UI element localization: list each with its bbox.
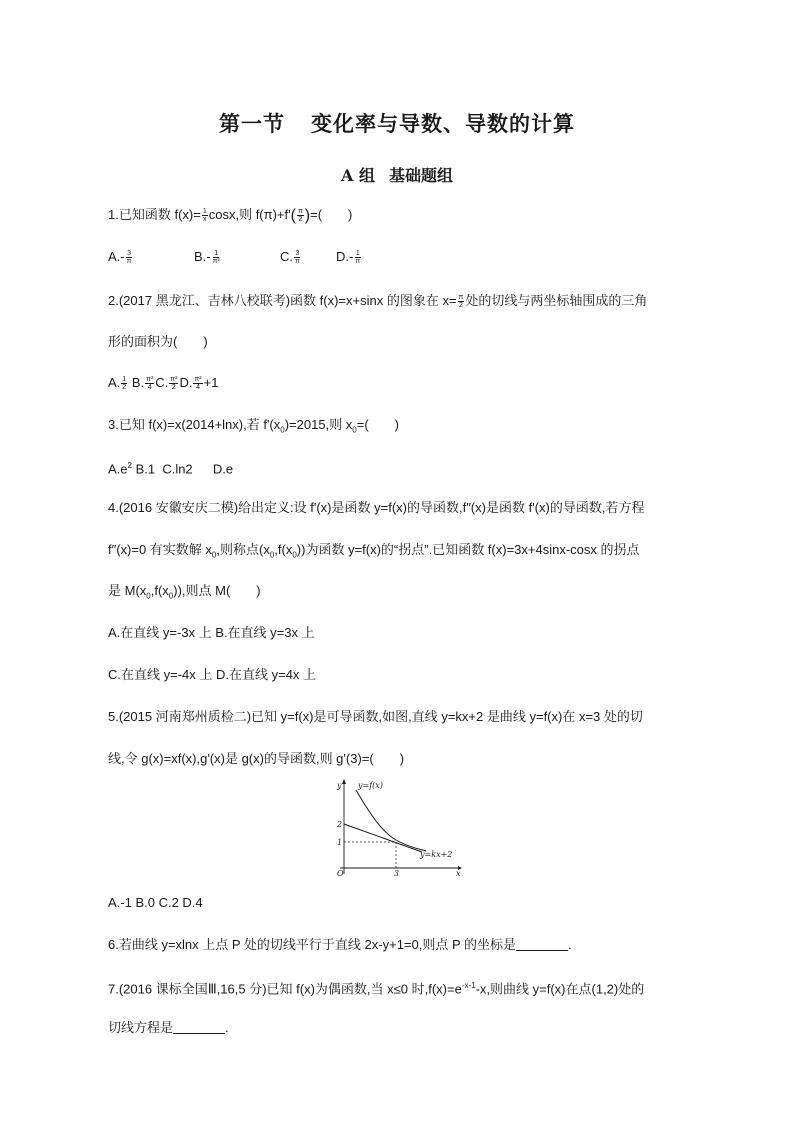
curve-label: y=f(x) (358, 781, 383, 790)
line-label: y=kx+2 (420, 850, 453, 859)
question-4-line-3: 是 $M(x_0,f(x_0))$,则点 M( ) (108, 583, 261, 601)
fraction: $\frac{\pi}{2}$ (297, 208, 303, 224)
fraction: $\frac{1}{x}$ (202, 208, 207, 224)
y-axis-arrow (342, 779, 346, 784)
question-5-line-2: 线,令 g(x)=xf(x),g'(x)是 g(x)的导函数,则 g'(3)=( ) (108, 751, 405, 766)
option-d: D.- $\frac{1}{\pi}$ (336, 249, 361, 266)
question-4-line-2: f″(x)=0 有实数解 $x_0$,则称点$(x_0,f(x_0))$为函数 y=f(x)的“拐点”.已知函数 f(x)=3x+4sinx-cosx 的拐点 (108, 542, 640, 560)
answer-blank[interactable] (173, 1021, 225, 1034)
x-axis-label: x (456, 869, 461, 878)
curve-fx (356, 790, 426, 851)
origin-label: O (337, 869, 344, 878)
page-title: 第一节 变化率与导数、导数的计算 (219, 111, 575, 136)
question-4-options-1: A.在直线 y=-3x 上 B.在直线 y=3x 上 (108, 625, 315, 640)
tick-label-3: 3 (394, 869, 400, 878)
option-b: B.- $\frac{1}{\text{π²}}$ (194, 249, 220, 266)
question-2-options: A. $\frac{1}{2}$ B. $\frac{\text{π²}}{4}$ C. $\frac{\text{π²}}{2}$ D. $\frac{\text{π²}}{4}$ +1 (108, 375, 219, 392)
option-c: C. $\frac{3}{\pi}$ (280, 249, 300, 266)
answer-blank[interactable] (516, 938, 568, 951)
tick-label-1: 1 (337, 838, 343, 847)
question-7-line-2: 切线方程是 . (108, 1020, 229, 1035)
question-2-line-2: 形的面积为( ) (108, 334, 208, 349)
question-4-line-1: 4.(2016 安徽安庆二模)给出定义:设 f'(x)是函数 y=f(x)的导函数,f″(x)是函数 f'(x)的导函数,若方程 (108, 500, 645, 515)
option-a: A.- $\frac{3}{\pi}$ (108, 249, 132, 266)
question-7-line-1: 7.(2016 课标全国Ⅲ,16,5 分)已知 f(x)为偶函数,当 x≤0 时$,f(x)=e^{-x-1}-x$,则曲线 y=f(x)在点(1,2)处的 (108, 981, 645, 997)
question-5-line-1: 5.(2015 河南郑州质检二)已知 y=f(x)是可导函数,如图,直线 y=kx+2 是曲线 y=f(x)在 x=3 处的切 (108, 709, 643, 724)
group-heading: A 组 基础题组 (340, 166, 453, 185)
question-1-options (108, 248, 362, 266)
question-6: 6.若曲线 y=xlnx 上点 P 处的切线平行于直线 2x-y+1=0,则点 P 的坐标是 . (108, 937, 572, 952)
tick-label-2: 2 (337, 820, 343, 829)
tangent-line (344, 824, 422, 852)
question-4-options-2: C.在直线 y=-4x 上 D.在直线 y=4x 上 (108, 667, 317, 682)
question-3: 3.已知 f(x)=x(2014+lnx),若 $f'(x_0)=2015$,则 $x_0=$( ) (108, 417, 400, 435)
tangent-figure (326, 778, 466, 878)
y-axis-label: y (337, 781, 342, 790)
question-1: 1.已知函数 f(x)= $\frac{1}{x}$ cosx,则 f(π)+f'( $\frac{\pi}{2}$ )=( ) (108, 207, 353, 224)
question-2-line-1: 2.(2017 黑龙江、吉林八校联考)函数 f(x)=x+sinx 的图象在 x= $\frac{\pi}{2}$ 处的切线与两坐标轴围成的三角 (108, 293, 648, 310)
question-5-options: A.-1 B.0 C.2 D.4 (108, 895, 203, 910)
question-3-options: $A.e^2$ B.1 C.ln2 D.e (108, 461, 234, 477)
